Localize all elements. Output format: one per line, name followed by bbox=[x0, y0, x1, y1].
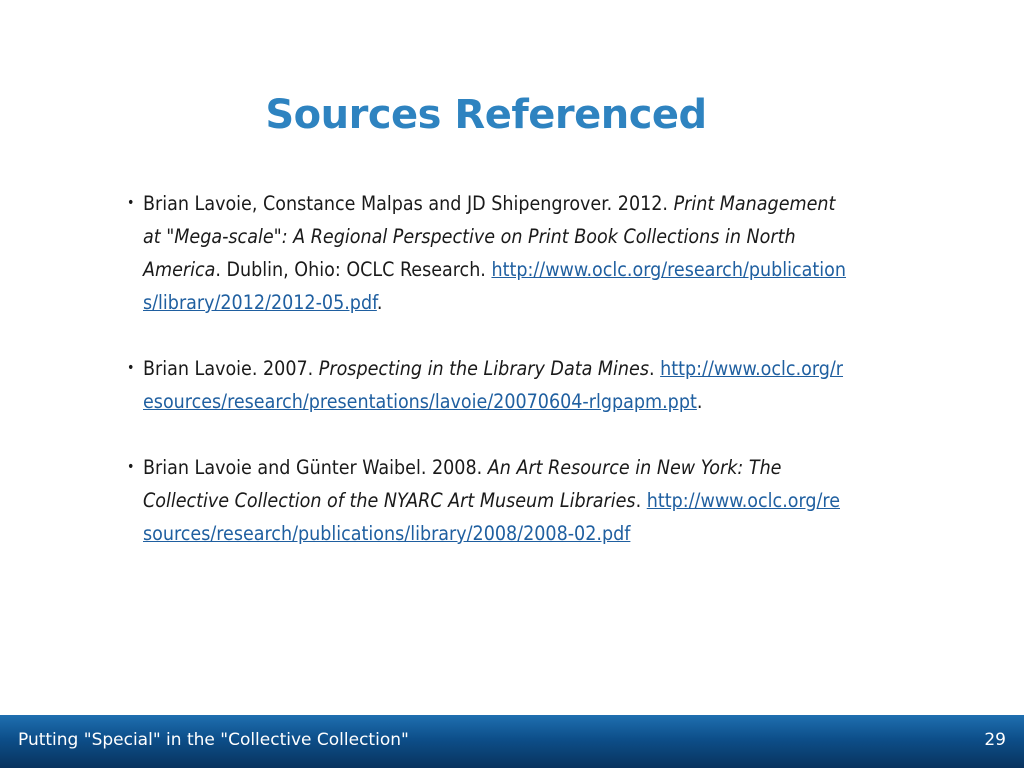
page-number: 29 bbox=[984, 730, 1006, 750]
reference-item bbox=[127, 352, 847, 418]
bullet-icon: • bbox=[127, 360, 135, 376]
reference-publisher: . bbox=[635, 489, 647, 512]
reference-publisher: . Dublin, Ohio: OCLC Research. bbox=[215, 258, 492, 281]
reference-title: Print Management at "Mega-scale": A Regional Perspective on Print Book Collections in North America bbox=[143, 192, 836, 281]
slide-title: Sources Referenced bbox=[265, 92, 707, 138]
bullet-icon: • bbox=[127, 459, 135, 475]
reference-link[interactable]: http://www.oclc.org/resources/research/publications/library/2008/2008-02.pdf bbox=[143, 489, 840, 545]
footer-presentation-title: Putting "Special" in the "Collective Collection" bbox=[18, 730, 409, 750]
reference-title: Prospecting in the Library Data Mines bbox=[318, 357, 649, 380]
reference-title: An Art Resource in New York: The Collective Collection of the NYARC Art Museum Libraries bbox=[143, 456, 782, 512]
footer-bar bbox=[0, 715, 1024, 768]
reference-authors: Brian Lavoie. 2007. bbox=[143, 357, 319, 380]
bullet-icon: • bbox=[127, 195, 135, 211]
reference-link[interactable]: http://www.oclc.org/resources/research/presentations/lavoie/20070604-rlgpapm.ppt bbox=[143, 357, 844, 413]
reference-end: . bbox=[696, 390, 703, 413]
reference-item bbox=[127, 187, 847, 319]
reference-item bbox=[127, 451, 847, 550]
reference-authors: Brian Lavoie and Günter Waibel. 2008. bbox=[143, 456, 488, 479]
reference-authors: Brian Lavoie, Constance Malpas and JD Shipengrover. 2012. bbox=[143, 192, 674, 215]
references-list bbox=[127, 187, 847, 583]
reference-link[interactable]: http://www.oclc.org/research/publications/library/2012/2012-05.pdf bbox=[143, 258, 847, 314]
reference-end: . bbox=[376, 291, 383, 314]
reference-publisher: . bbox=[648, 357, 661, 380]
